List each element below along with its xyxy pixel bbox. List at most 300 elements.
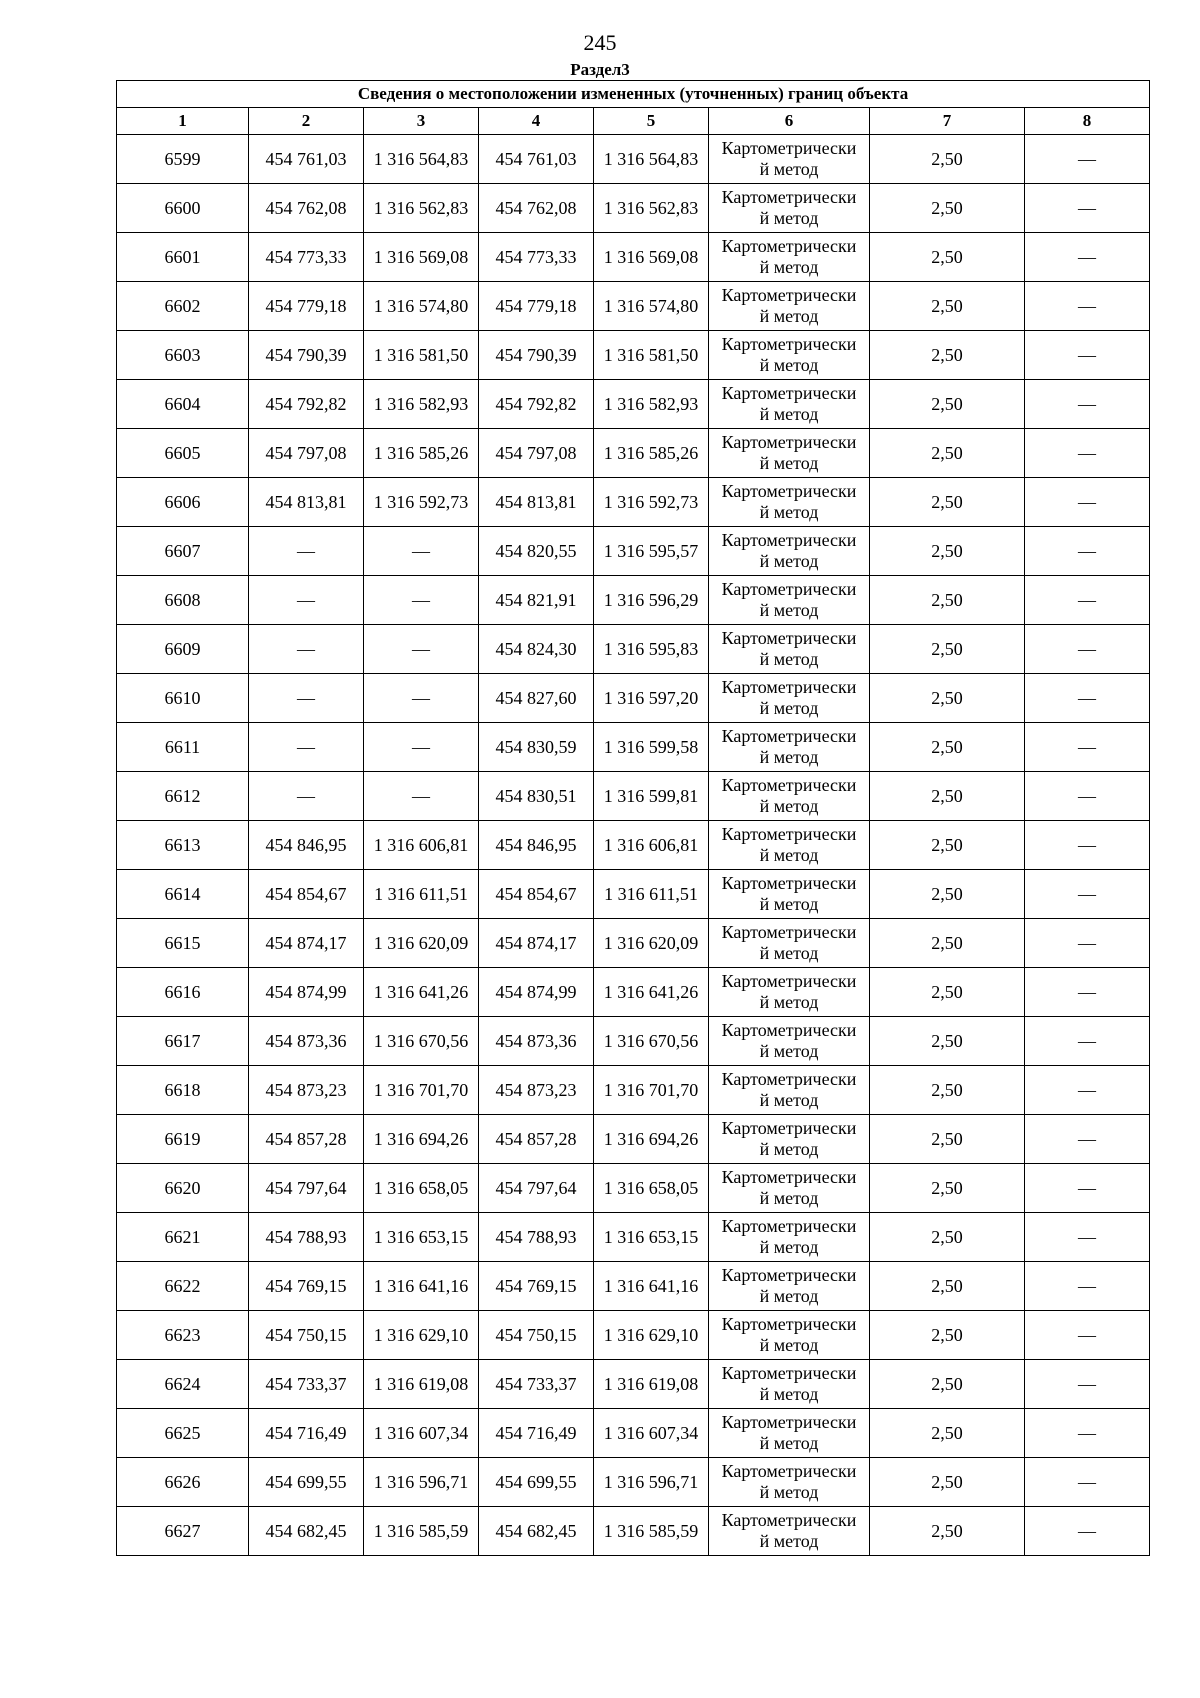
method-line-2: й метод: [759, 698, 819, 718]
column-number-4: 4: [479, 108, 594, 135]
description-cell: —: [1025, 723, 1150, 772]
precision-cell: 2,50: [870, 1409, 1025, 1458]
point-number-cell: 6615: [117, 919, 249, 968]
method-cell: [709, 429, 870, 478]
method-line-1: Картометрически: [721, 579, 857, 599]
y-new-cell: 1 316 585,26: [594, 429, 709, 478]
description-cell: —: [1025, 1115, 1150, 1164]
y-new-cell: 1 316 562,83: [594, 184, 709, 233]
method-line-2: й метод: [759, 208, 819, 228]
method-line-2: й метод: [759, 1139, 819, 1159]
x-new-cell: 454 750,15: [479, 1311, 594, 1360]
method-line-2: й метод: [759, 159, 819, 179]
x-old-cell: 454 733,37: [249, 1360, 364, 1409]
point-number-cell: 6618: [117, 1066, 249, 1115]
table-row: [117, 1458, 1150, 1507]
point-number-cell: 6621: [117, 1213, 249, 1262]
method-line-1: Картометрически: [721, 285, 857, 305]
x-old-cell: 454 750,15: [249, 1311, 364, 1360]
method-line-1: Картометрически: [721, 383, 857, 403]
x-new-cell: 454 716,49: [479, 1409, 594, 1458]
precision-cell: 2,50: [870, 1213, 1025, 1262]
method-cell: [709, 919, 870, 968]
x-new-cell: 454 762,08: [479, 184, 594, 233]
method-line-2: й метод: [759, 1286, 819, 1306]
x-old-cell: 454 716,49: [249, 1409, 364, 1458]
y-old-cell: 1 316 670,56: [364, 1017, 479, 1066]
table-row: [117, 429, 1150, 478]
y-old-cell: 1 316 569,08: [364, 233, 479, 282]
table-row: [117, 331, 1150, 380]
column-number-2: 2: [249, 108, 364, 135]
method-cell: [709, 1409, 870, 1458]
x-new-cell: 454 733,37: [479, 1360, 594, 1409]
x-new-cell: 454 857,28: [479, 1115, 594, 1164]
description-cell: —: [1025, 674, 1150, 723]
precision-cell: 2,50: [870, 331, 1025, 380]
point-number-cell: 6613: [117, 821, 249, 870]
method-cell: [709, 135, 870, 184]
x-new-cell: 454 874,99: [479, 968, 594, 1017]
x-new-cell: 454 874,17: [479, 919, 594, 968]
table-row: [117, 1262, 1150, 1311]
x-old-cell: —: [249, 576, 364, 625]
x-new-cell: 454 788,93: [479, 1213, 594, 1262]
table-row: [117, 821, 1150, 870]
point-number-cell: 6625: [117, 1409, 249, 1458]
y-new-cell: 1 316 585,59: [594, 1507, 709, 1556]
table-row: [117, 184, 1150, 233]
method-cell: [709, 282, 870, 331]
y-old-cell: —: [364, 772, 479, 821]
description-cell: —: [1025, 576, 1150, 625]
method-line-1: Картометрически: [721, 677, 857, 697]
y-new-cell: 1 316 653,15: [594, 1213, 709, 1262]
precision-cell: 2,50: [870, 1017, 1025, 1066]
point-number-cell: 6611: [117, 723, 249, 772]
method-cell: [709, 331, 870, 380]
y-new-cell: 1 316 611,51: [594, 870, 709, 919]
table-row: [117, 1115, 1150, 1164]
method-line-1: Картометрически: [721, 1167, 857, 1187]
point-number-cell: 6623: [117, 1311, 249, 1360]
y-old-cell: 1 316 607,34: [364, 1409, 479, 1458]
y-old-cell: 1 316 585,26: [364, 429, 479, 478]
method-line-1: Картометрически: [721, 1510, 857, 1530]
method-cell: [709, 1066, 870, 1115]
y-new-cell: 1 316 564,83: [594, 135, 709, 184]
x-old-cell: 454 773,33: [249, 233, 364, 282]
description-cell: —: [1025, 184, 1150, 233]
method-line-2: й метод: [759, 894, 819, 914]
description-cell: —: [1025, 870, 1150, 919]
point-number-cell: 6603: [117, 331, 249, 380]
y-new-cell: 1 316 596,71: [594, 1458, 709, 1507]
point-number-cell: 6619: [117, 1115, 249, 1164]
y-new-cell: 1 316 641,26: [594, 968, 709, 1017]
y-old-cell: 1 316 694,26: [364, 1115, 479, 1164]
method-line-2: й метод: [759, 796, 819, 816]
y-old-cell: 1 316 611,51: [364, 870, 479, 919]
method-line-2: й метод: [759, 1433, 819, 1453]
precision-cell: 2,50: [870, 821, 1025, 870]
precision-cell: 2,50: [870, 1458, 1025, 1507]
y-new-cell: 1 316 581,50: [594, 331, 709, 380]
point-number-cell: 6608: [117, 576, 249, 625]
x-old-cell: 454 854,67: [249, 870, 364, 919]
y-new-cell: 1 316 599,58: [594, 723, 709, 772]
method-line-2: й метод: [759, 1384, 819, 1404]
method-cell: [709, 1262, 870, 1311]
table-row: [117, 1213, 1150, 1262]
y-new-cell: 1 316 620,09: [594, 919, 709, 968]
point-number-cell: 6599: [117, 135, 249, 184]
description-cell: —: [1025, 1360, 1150, 1409]
precision-cell: 2,50: [870, 233, 1025, 282]
table-row: [117, 919, 1150, 968]
method-line-1: Картометрически: [721, 1216, 857, 1236]
description-cell: —: [1025, 135, 1150, 184]
x-new-cell: 454 830,59: [479, 723, 594, 772]
x-old-cell: 454 769,15: [249, 1262, 364, 1311]
method-cell: [709, 1017, 870, 1066]
method-cell: [709, 1164, 870, 1213]
point-number-cell: 6607: [117, 527, 249, 576]
precision-cell: 2,50: [870, 772, 1025, 821]
method-cell: [709, 527, 870, 576]
y-old-cell: 1 316 658,05: [364, 1164, 479, 1213]
x-old-cell: 454 790,39: [249, 331, 364, 380]
x-new-cell: 454 769,15: [479, 1262, 594, 1311]
table-row: [117, 968, 1150, 1017]
y-new-cell: 1 316 596,29: [594, 576, 709, 625]
y-new-cell: 1 316 694,26: [594, 1115, 709, 1164]
precision-cell: 2,50: [870, 527, 1025, 576]
precision-cell: 2,50: [870, 380, 1025, 429]
description-cell: —: [1025, 1017, 1150, 1066]
table-row: [117, 772, 1150, 821]
method-cell: [709, 1360, 870, 1409]
method-line-1: Картометрически: [721, 1118, 857, 1138]
method-line-2: й метод: [759, 845, 819, 865]
method-line-1: Картометрически: [721, 481, 857, 501]
x-old-cell: 454 797,08: [249, 429, 364, 478]
table-row: [117, 1017, 1150, 1066]
table-row: [117, 723, 1150, 772]
method-cell: [709, 674, 870, 723]
precision-cell: 2,50: [870, 429, 1025, 478]
precision-cell: 2,50: [870, 1115, 1025, 1164]
method-cell: [709, 1311, 870, 1360]
method-line-2: й метод: [759, 1237, 819, 1257]
table-row: [117, 1066, 1150, 1115]
method-line-1: Картометрически: [721, 873, 857, 893]
description-cell: —: [1025, 478, 1150, 527]
y-old-cell: 1 316 582,93: [364, 380, 479, 429]
x-old-cell: —: [249, 527, 364, 576]
precision-cell: 2,50: [870, 625, 1025, 674]
table-row: [117, 527, 1150, 576]
y-new-cell: 1 316 641,16: [594, 1262, 709, 1311]
y-old-cell: 1 316 564,83: [364, 135, 479, 184]
precision-cell: 2,50: [870, 723, 1025, 772]
column-number-8: 8: [1025, 108, 1150, 135]
table-row: [117, 576, 1150, 625]
precision-cell: 2,50: [870, 282, 1025, 331]
x-new-cell: 454 873,23: [479, 1066, 594, 1115]
x-old-cell: —: [249, 772, 364, 821]
x-new-cell: 454 790,39: [479, 331, 594, 380]
x-new-cell: 454 699,55: [479, 1458, 594, 1507]
y-old-cell: —: [364, 625, 479, 674]
description-cell: —: [1025, 1311, 1150, 1360]
precision-cell: 2,50: [870, 1066, 1025, 1115]
x-new-cell: 454 682,45: [479, 1507, 594, 1556]
table-row: [117, 380, 1150, 429]
x-new-cell: 454 773,33: [479, 233, 594, 282]
y-new-cell: 1 316 607,34: [594, 1409, 709, 1458]
point-number-cell: 6624: [117, 1360, 249, 1409]
description-cell: —: [1025, 282, 1150, 331]
table-row: [117, 625, 1150, 674]
y-old-cell: 1 316 574,80: [364, 282, 479, 331]
method-line-2: й метод: [759, 551, 819, 571]
table-row: [117, 870, 1150, 919]
precision-cell: 2,50: [870, 1262, 1025, 1311]
x-new-cell: 454 854,67: [479, 870, 594, 919]
description-cell: —: [1025, 772, 1150, 821]
y-new-cell: 1 316 599,81: [594, 772, 709, 821]
table-row: [117, 1409, 1150, 1458]
method-line-1: Картометрически: [721, 334, 857, 354]
x-old-cell: 454 846,95: [249, 821, 364, 870]
precision-cell: 2,50: [870, 184, 1025, 233]
description-cell: —: [1025, 1409, 1150, 1458]
description-cell: —: [1025, 968, 1150, 1017]
x-old-cell: 454 874,17: [249, 919, 364, 968]
method-line-1: Картометрически: [721, 1314, 857, 1334]
y-new-cell: 1 316 629,10: [594, 1311, 709, 1360]
description-cell: —: [1025, 1458, 1150, 1507]
y-new-cell: 1 316 701,70: [594, 1066, 709, 1115]
x-new-cell: 454 820,55: [479, 527, 594, 576]
point-number-cell: 6602: [117, 282, 249, 331]
x-old-cell: 454 797,64: [249, 1164, 364, 1213]
point-number-cell: 6620: [117, 1164, 249, 1213]
x-old-cell: 454 788,93: [249, 1213, 364, 1262]
column-number-5: 5: [594, 108, 709, 135]
method-line-2: й метод: [759, 1531, 819, 1551]
method-line-2: й метод: [759, 257, 819, 277]
table-row: [117, 478, 1150, 527]
method-line-1: Картометрически: [721, 236, 857, 256]
y-new-cell: 1 316 595,57: [594, 527, 709, 576]
y-old-cell: 1 316 641,26: [364, 968, 479, 1017]
point-number-cell: 6616: [117, 968, 249, 1017]
point-number-cell: 6617: [117, 1017, 249, 1066]
x-old-cell: 454 874,99: [249, 968, 364, 1017]
description-cell: —: [1025, 1164, 1150, 1213]
table-row: [117, 233, 1150, 282]
precision-cell: 2,50: [870, 870, 1025, 919]
x-old-cell: 454 813,81: [249, 478, 364, 527]
method-line-2: й метод: [759, 453, 819, 473]
method-cell: [709, 576, 870, 625]
table-row: [117, 282, 1150, 331]
method-line-1: Картометрически: [721, 138, 857, 158]
y-new-cell: 1 316 619,08: [594, 1360, 709, 1409]
precision-cell: 2,50: [870, 478, 1025, 527]
point-number-cell: 6606: [117, 478, 249, 527]
method-cell: [709, 380, 870, 429]
y-new-cell: 1 316 569,08: [594, 233, 709, 282]
precision-cell: 2,50: [870, 135, 1025, 184]
method-line-1: Картометрически: [721, 922, 857, 942]
method-line-2: й метод: [759, 502, 819, 522]
y-old-cell: —: [364, 723, 479, 772]
y-old-cell: 1 316 619,08: [364, 1360, 479, 1409]
y-old-cell: —: [364, 527, 479, 576]
method-line-2: й метод: [759, 600, 819, 620]
y-new-cell: 1 316 670,56: [594, 1017, 709, 1066]
section-label: Раздел3: [570, 60, 630, 79]
column-number-row: [117, 108, 1150, 135]
precision-cell: 2,50: [870, 1164, 1025, 1213]
x-old-cell: 454 699,55: [249, 1458, 364, 1507]
x-new-cell: 454 797,64: [479, 1164, 594, 1213]
description-cell: —: [1025, 919, 1150, 968]
method-line-2: й метод: [759, 355, 819, 375]
x-old-cell: —: [249, 674, 364, 723]
precision-cell: 2,50: [870, 576, 1025, 625]
method-cell: [709, 1115, 870, 1164]
x-new-cell: 454 873,36: [479, 1017, 594, 1066]
column-number-3: 3: [364, 108, 479, 135]
method-line-1: Картометрически: [721, 971, 857, 991]
page-number: 245: [583, 30, 617, 55]
table-row: [117, 1311, 1150, 1360]
x-old-cell: —: [249, 625, 364, 674]
point-number-cell: 6627: [117, 1507, 249, 1556]
precision-cell: 2,50: [870, 674, 1025, 723]
method-line-1: Картометрически: [721, 432, 857, 452]
precision-cell: 2,50: [870, 968, 1025, 1017]
y-new-cell: 1 316 658,05: [594, 1164, 709, 1213]
y-new-cell: 1 316 597,20: [594, 674, 709, 723]
method-line-2: й метод: [759, 747, 819, 767]
method-cell: [709, 478, 870, 527]
x-new-cell: 454 813,81: [479, 478, 594, 527]
y-old-cell: 1 316 629,10: [364, 1311, 479, 1360]
point-number-cell: 6605: [117, 429, 249, 478]
precision-cell: 2,50: [870, 919, 1025, 968]
method-cell: [709, 1507, 870, 1556]
x-old-cell: 454 873,23: [249, 1066, 364, 1115]
y-old-cell: 1 316 701,70: [364, 1066, 479, 1115]
x-old-cell: —: [249, 723, 364, 772]
x-old-cell: 454 762,08: [249, 184, 364, 233]
description-cell: —: [1025, 429, 1150, 478]
table-row: [117, 1360, 1150, 1409]
method-cell: [709, 184, 870, 233]
description-cell: —: [1025, 625, 1150, 674]
table-row: [117, 674, 1150, 723]
y-new-cell: 1 316 595,83: [594, 625, 709, 674]
y-new-cell: 1 316 574,80: [594, 282, 709, 331]
point-number-cell: 6609: [117, 625, 249, 674]
description-cell: —: [1025, 1066, 1150, 1115]
table-row: [117, 1164, 1150, 1213]
method-line-2: й метод: [759, 649, 819, 669]
description-cell: —: [1025, 821, 1150, 870]
x-new-cell: 454 792,82: [479, 380, 594, 429]
method-line-1: Картометрически: [721, 1461, 857, 1481]
method-line-1: Картометрически: [721, 1363, 857, 1383]
x-new-cell: 454 761,03: [479, 135, 594, 184]
y-new-cell: 1 316 606,81: [594, 821, 709, 870]
coordinates-table: [116, 80, 1150, 1556]
column-number-6: 6: [709, 108, 870, 135]
x-new-cell: 454 830,51: [479, 772, 594, 821]
point-number-cell: 6610: [117, 674, 249, 723]
y-old-cell: —: [364, 576, 479, 625]
table-body: [117, 135, 1150, 1556]
method-line-2: й метод: [759, 306, 819, 326]
method-cell: [709, 1213, 870, 1262]
y-old-cell: 1 316 592,73: [364, 478, 479, 527]
description-cell: —: [1025, 1262, 1150, 1311]
x-new-cell: 454 846,95: [479, 821, 594, 870]
y-old-cell: 1 316 620,09: [364, 919, 479, 968]
x-old-cell: 454 857,28: [249, 1115, 364, 1164]
y-old-cell: 1 316 596,71: [364, 1458, 479, 1507]
y-old-cell: 1 316 581,50: [364, 331, 479, 380]
x-old-cell: 454 792,82: [249, 380, 364, 429]
method-cell: [709, 625, 870, 674]
method-line-2: й метод: [759, 1482, 819, 1502]
method-line-2: й метод: [759, 1188, 819, 1208]
x-old-cell: 454 779,18: [249, 282, 364, 331]
y-old-cell: 1 316 641,16: [364, 1262, 479, 1311]
point-number-cell: 6612: [117, 772, 249, 821]
method-line-1: Картометрически: [721, 726, 857, 746]
x-old-cell: 454 873,36: [249, 1017, 364, 1066]
method-line-1: Картометрически: [721, 775, 857, 795]
method-line-1: Картометрически: [721, 530, 857, 550]
x-old-cell: 454 761,03: [249, 135, 364, 184]
x-new-cell: 454 827,60: [479, 674, 594, 723]
x-old-cell: 454 682,45: [249, 1507, 364, 1556]
description-cell: —: [1025, 1507, 1150, 1556]
table-caption: Сведения о местоположении измененных (уточненных) границ объекта: [117, 81, 1150, 108]
method-line-1: Картометрически: [721, 187, 857, 207]
method-cell: [709, 772, 870, 821]
precision-cell: 2,50: [870, 1311, 1025, 1360]
point-number-cell: 6604: [117, 380, 249, 429]
y-new-cell: 1 316 592,73: [594, 478, 709, 527]
method-cell: [709, 870, 870, 919]
table-row: [117, 1507, 1150, 1556]
method-line-2: й метод: [759, 1335, 819, 1355]
method-line-2: й метод: [759, 992, 819, 1012]
method-line-1: Картометрически: [721, 1020, 857, 1040]
y-old-cell: 1 316 606,81: [364, 821, 479, 870]
method-cell: [709, 1458, 870, 1507]
method-line-1: Картометрически: [721, 1265, 857, 1285]
x-new-cell: 454 779,18: [479, 282, 594, 331]
y-old-cell: 1 316 585,59: [364, 1507, 479, 1556]
precision-cell: 2,50: [870, 1360, 1025, 1409]
